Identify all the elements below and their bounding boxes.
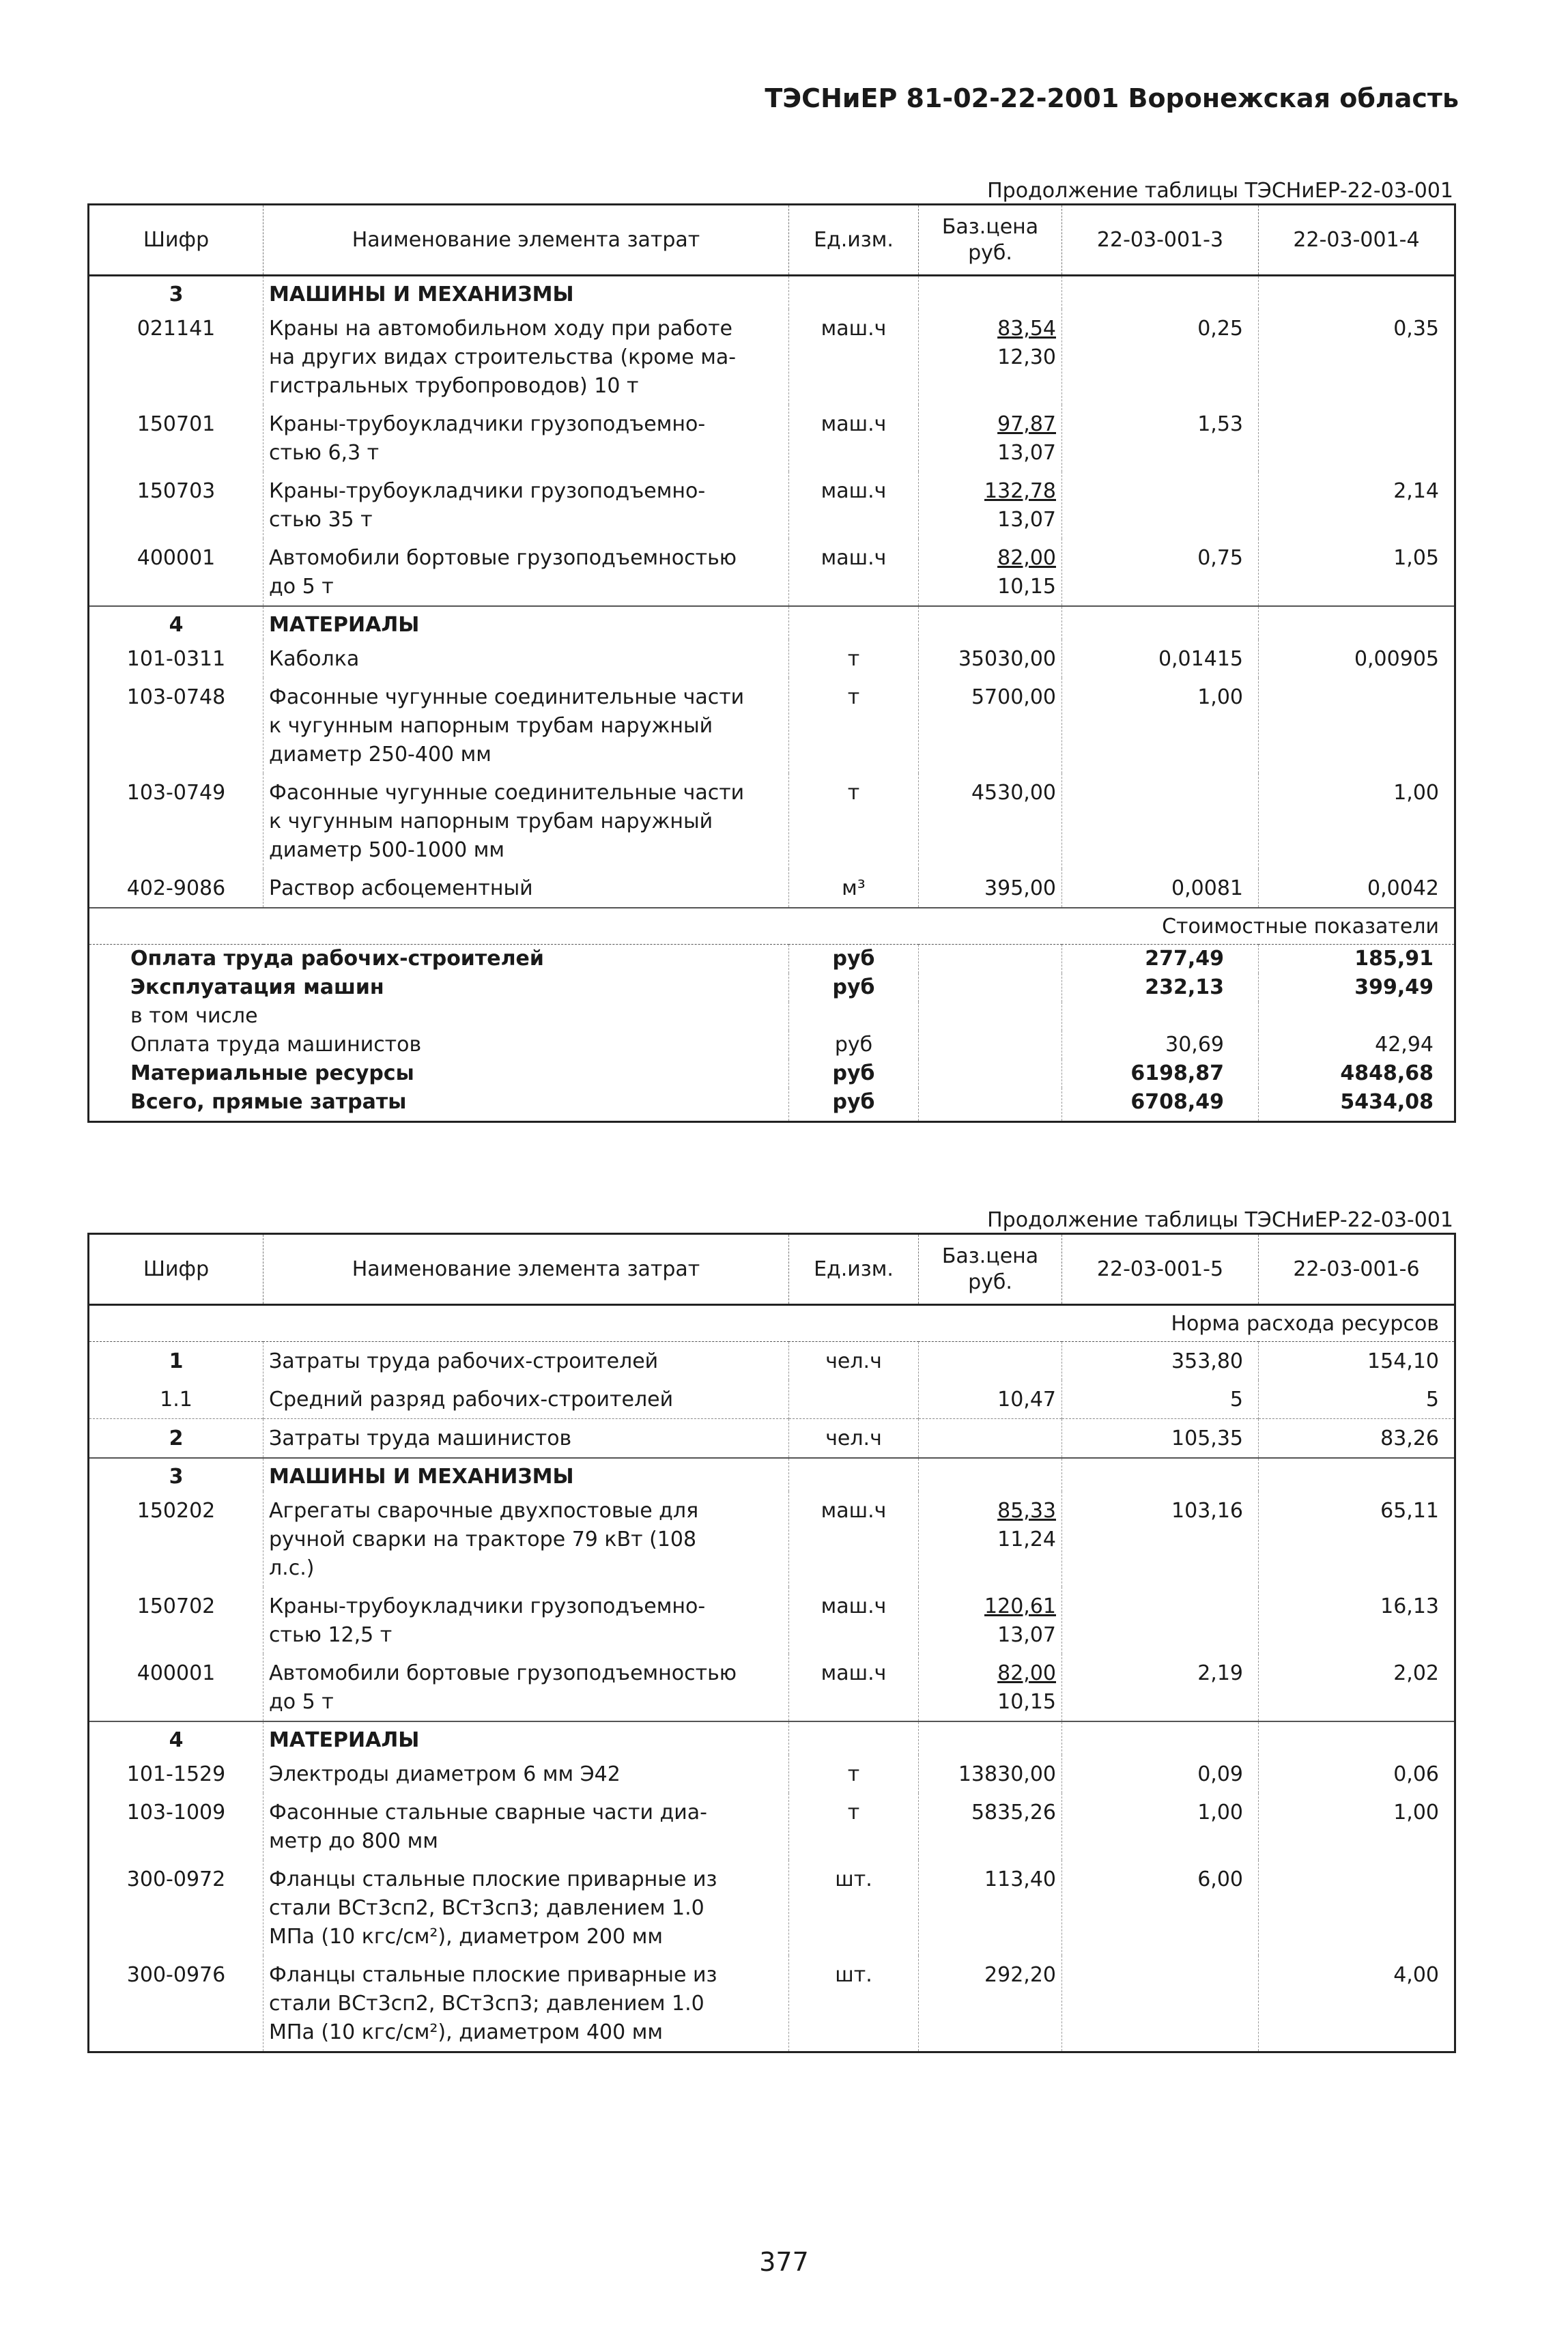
totals-row [89, 945, 1455, 974]
table-row [89, 309, 1455, 405]
row-unit: маш.ч [789, 1491, 919, 1587]
row-price-value: 5835,26 [971, 1801, 1056, 1824]
row-code: 150202 [89, 1491, 263, 1587]
row-price [919, 1419, 1062, 1459]
table-row [89, 1419, 1455, 1459]
row-code: 021141 [89, 309, 263, 405]
totals-value-2: 399,49 [1354, 975, 1434, 999]
totals-value-2: 5434,08 [1340, 1090, 1434, 1114]
empty-cell [789, 1458, 919, 1491]
section-code: 3 [89, 276, 263, 310]
section-row [89, 1458, 1455, 1491]
row-price [919, 309, 1062, 405]
table-row [89, 1793, 1455, 1860]
section-row [89, 606, 1455, 640]
row-unit: т [789, 1793, 919, 1860]
section-title: МАШИНЫ И МЕХАНИЗМЫ [263, 1458, 789, 1491]
row-price [919, 405, 1062, 472]
totals-value-2: 185,91 [1354, 947, 1434, 971]
totals-value-1: 6198,87 [1062, 1059, 1259, 1088]
totals-label: Оплата труда машинистов [89, 1031, 789, 1059]
row-name: Фасонные стальные сварные части диа- метр до 800 мм [263, 1793, 789, 1860]
row-price-value: 395,00 [984, 876, 1056, 900]
row-unit: т [789, 678, 919, 773]
totals-label: Эксплуатация машин [89, 973, 789, 1002]
table-row [89, 1956, 1455, 2052]
row-price [919, 1860, 1062, 1956]
row-value-1: 0,01415 [1062, 640, 1259, 678]
totals-value-2: 4848,68 [1340, 1061, 1434, 1085]
table1-header-code: Шифр [89, 205, 263, 276]
table-row [89, 773, 1455, 869]
row-unit: маш.ч [789, 539, 919, 606]
table-row [89, 1755, 1455, 1793]
section-code: 4 [89, 606, 263, 640]
row-name: Электроды диаметром 6 мм Э42 [263, 1755, 789, 1793]
row-name: Раствор асбоцементный [263, 869, 789, 908]
row-unit: маш.ч [789, 405, 919, 472]
row-name: Фасонные чугунные соединительные части к чугунным напорным трубам наружный диаметр 500-1000 мм [263, 773, 789, 869]
totals-unit: руб [789, 1031, 919, 1059]
row-value-1: 105,35 [1062, 1419, 1259, 1459]
table-row [89, 539, 1455, 606]
totals-price-empty [919, 973, 1062, 1002]
row-price-value: 85,33 [997, 1499, 1056, 1523]
row-value-2: 83,26 [1259, 1419, 1455, 1459]
row-name: Агрегаты сварочные двухпостовые для ручной сварки на тракторе 79 кВт (108 л.с.) [263, 1491, 789, 1587]
totals-row [89, 973, 1455, 1002]
row-price-secondary: 13,07 [997, 1623, 1056, 1647]
row-value-2: 154,10 [1367, 1349, 1439, 1373]
table-row [89, 1587, 1455, 1654]
row-code: 103-0749 [89, 773, 263, 869]
row-unit: т [789, 640, 919, 678]
row-value-2: 16,13 [1380, 1594, 1439, 1618]
row-value-2: 1,00 [1393, 781, 1439, 805]
table-row [89, 869, 1455, 908]
row-value-2: 0,35 [1393, 317, 1439, 341]
row-value-2: 4,00 [1393, 1963, 1439, 1987]
row-value-1: 0,75 [1062, 539, 1259, 606]
empty-cell [789, 606, 919, 640]
table1-header-col-1: 22-03-001-3 [1062, 205, 1259, 276]
row-price-value: 132,78 [984, 479, 1056, 503]
row-unit: маш.ч [789, 1654, 919, 1721]
table-row [89, 472, 1455, 539]
totals-unit: руб [789, 973, 919, 1002]
table2-band [89, 1305, 1455, 1342]
table-row [89, 405, 1455, 472]
row-price [919, 1755, 1062, 1793]
table-row [89, 1342, 1455, 1381]
table-row [89, 1380, 1455, 1419]
row-code: 101-0311 [89, 640, 263, 678]
table1-header-unit: Ед.изм. [789, 205, 919, 276]
row-value-1: 103,16 [1062, 1491, 1259, 1587]
totals-row [89, 1002, 1455, 1031]
section-row [89, 276, 1455, 310]
row-name: Краны-трубоукладчики грузоподъемно- стью 35 т [263, 472, 789, 539]
table2-header-name: Наименование элемента затрат [263, 1234, 789, 1305]
row-code: 400001 [89, 539, 263, 606]
row-price [919, 640, 1062, 678]
table1-continuation-caption: Продолжение таблицы ТЭСНиЕР-22-03-001 [987, 179, 1453, 203]
row-price-secondary: 11,24 [997, 1528, 1056, 1551]
row-price [919, 1342, 1062, 1381]
row-code: 2 [89, 1419, 263, 1459]
totals-row [89, 1059, 1455, 1088]
row-price [919, 539, 1062, 606]
table2-continuation-caption: Продолжение таблицы ТЭСНиЕР-22-03-001 [987, 1208, 1453, 1232]
empty-cell [1062, 276, 1259, 310]
row-unit [789, 1380, 919, 1419]
table-row [89, 640, 1455, 678]
empty-cell [789, 276, 919, 310]
row-value-1 [1062, 1956, 1259, 2052]
row-unit: т [789, 773, 919, 869]
empty-cell [1062, 606, 1259, 640]
empty-cell [1259, 1721, 1455, 1755]
row-name: Краны-трубоукладчики грузоподъемно- стью 6,3 т [263, 405, 789, 472]
row-unit: шт. [789, 1860, 919, 1956]
row-unit: шт. [789, 1956, 919, 2052]
table2-band-label: Норма расхода ресурсов [89, 1305, 1455, 1342]
table1-band-label: Стоимостные показатели [89, 908, 1455, 945]
row-price-value: 83,54 [997, 317, 1056, 341]
row-unit: маш.ч [789, 472, 919, 539]
table1-header-price: Баз.цена руб. [919, 205, 1062, 276]
totals-unit: руб [789, 945, 919, 974]
row-price-secondary: 13,07 [997, 441, 1056, 465]
row-value-1: 0,09 [1062, 1755, 1259, 1793]
row-price [919, 678, 1062, 773]
row-value-1: 1,00 [1062, 1793, 1259, 1860]
table1-totals [89, 908, 1455, 945]
row-name: Средний разряд рабочих-строителей [263, 1380, 789, 1419]
totals-value-2: 42,94 [1375, 1033, 1434, 1057]
empty-cell [919, 606, 1062, 640]
table2 [87, 1233, 1456, 2053]
totals-row [89, 1031, 1455, 1059]
empty-cell [1062, 1458, 1259, 1491]
row-price [919, 1654, 1062, 1721]
row-price-value: 82,00 [997, 1661, 1056, 1685]
totals-price-empty [919, 1088, 1062, 1122]
row-value-2: 5 [1425, 1388, 1439, 1412]
totals-unit [789, 1002, 919, 1031]
empty-cell [1062, 1721, 1259, 1755]
row-code: 1 [89, 1342, 263, 1381]
table1-band-row [89, 908, 1455, 945]
row-price-value: 97,87 [997, 412, 1056, 436]
totals-value-1: 30,69 [1062, 1031, 1259, 1059]
row-code: 101-1529 [89, 1755, 263, 1793]
page-number: 377 [759, 2247, 809, 2277]
row-value-1: 353,80 [1062, 1342, 1259, 1381]
table1-body [89, 276, 1455, 908]
totals-label: Оплата труда рабочих-строителей [89, 945, 789, 974]
row-price [919, 472, 1062, 539]
table1-totals-body [89, 945, 1455, 1122]
row-value-1: 2,19 [1062, 1654, 1259, 1721]
row-value-1: 0,25 [1062, 309, 1259, 405]
row-price [919, 1380, 1062, 1419]
table-row [89, 1654, 1455, 1721]
row-price-value: 113,40 [984, 1867, 1056, 1891]
empty-cell [1259, 276, 1455, 310]
row-unit: м³ [789, 869, 919, 908]
table2-header-price: Баз.цена руб. [919, 1234, 1062, 1305]
section-title: МАШИНЫ И МЕХАНИЗМЫ [263, 276, 789, 310]
row-name: Автомобили бортовые грузоподъемностью до 5 т [263, 1654, 789, 1721]
row-name: Краны-трубоукладчики грузоподъемно- стью 12,5 т [263, 1587, 789, 1654]
row-value-2: 0,06 [1393, 1762, 1439, 1786]
row-price-value: 82,00 [997, 546, 1056, 570]
totals-label: в том числе [89, 1002, 789, 1031]
row-value-1 [1062, 472, 1259, 539]
row-price [919, 1491, 1062, 1587]
row-code: 300-0976 [89, 1956, 263, 2052]
empty-cell [919, 1721, 1062, 1755]
table1 [87, 203, 1456, 1123]
row-unit: чел.ч [789, 1342, 919, 1381]
section-code: 4 [89, 1721, 263, 1755]
row-value-2: 2,14 [1393, 479, 1439, 503]
row-unit: т [789, 1755, 919, 1793]
table2-band-row [89, 1305, 1455, 1342]
totals-row [89, 1088, 1455, 1122]
row-value-1 [1062, 773, 1259, 869]
row-price-secondary: 10,15 [997, 575, 1056, 599]
table2-header-row [89, 1234, 1455, 1305]
totals-label: Всего, прямые затраты [89, 1088, 789, 1122]
row-price-value: 4530,00 [971, 781, 1056, 805]
row-code: 103-1009 [89, 1793, 263, 1860]
row-code: 103-0748 [89, 678, 263, 773]
row-code: 400001 [89, 1654, 263, 1721]
row-name: Каболка [263, 640, 789, 678]
totals-unit: руб [789, 1088, 919, 1122]
row-value-1: 1,53 [1062, 405, 1259, 472]
row-code: 150701 [89, 405, 263, 472]
totals-price-empty [919, 1059, 1062, 1088]
row-price [919, 869, 1062, 908]
row-name: Затраты труда рабочих-строителей [263, 1342, 789, 1381]
row-name: Автомобили бортовые грузоподъемностью до 5 т [263, 539, 789, 606]
table1-header-col-2: 22-03-001-4 [1259, 205, 1455, 276]
row-value-2: 2,02 [1393, 1661, 1439, 1685]
row-price [919, 1793, 1062, 1860]
row-value-2: 0,00905 [1354, 647, 1439, 671]
row-name: Фланцы стальные плоские приварные из стали ВСт3сп2, ВСт3сп3; давлением 1.0 МПа (10 кгс/см²), диаметром 200 мм [263, 1860, 789, 1956]
row-code: 150703 [89, 472, 263, 539]
row-value-1: 0,0081 [1062, 869, 1259, 908]
section-title: МАТЕРИАЛЫ [263, 606, 789, 640]
row-value-2: 65,11 [1380, 1499, 1439, 1523]
table-row [89, 1860, 1455, 1956]
row-price-secondary: 12,30 [997, 345, 1056, 369]
row-value-2 [1259, 1860, 1455, 1956]
row-price-value: 120,61 [984, 1594, 1056, 1618]
totals-price-empty [919, 1002, 1062, 1031]
totals-value-1: 6708,49 [1062, 1088, 1259, 1122]
page-header: ТЭСНиЕР 81-02-22-2001 Воронежская область [765, 83, 1459, 113]
row-code: 402-9086 [89, 869, 263, 908]
table1-header-name: Наименование элемента затрат [263, 205, 789, 276]
row-value-2: 1,00 [1393, 1801, 1439, 1824]
totals-value-2 [1259, 1002, 1455, 1031]
row-price-value: 10,47 [997, 1388, 1056, 1412]
row-value-2 [1259, 405, 1455, 472]
table1-header-row [89, 205, 1455, 276]
row-price [919, 1587, 1062, 1654]
section-code: 3 [89, 1458, 263, 1491]
table-row [89, 678, 1455, 773]
empty-cell [919, 276, 1062, 310]
table2-header-code: Шифр [89, 1234, 263, 1305]
row-price [919, 1956, 1062, 2052]
row-value-1: 1,00 [1062, 678, 1259, 773]
row-value-1: 6,00 [1062, 1860, 1259, 1956]
table2-body [89, 1342, 1455, 2052]
row-unit: маш.ч [789, 1587, 919, 1654]
table2-header-col-2: 22-03-001-6 [1259, 1234, 1455, 1305]
totals-unit: руб [789, 1059, 919, 1088]
row-price-value: 5700,00 [971, 685, 1056, 709]
empty-cell [789, 1721, 919, 1755]
totals-price-empty [919, 945, 1062, 974]
empty-cell [1259, 606, 1455, 640]
row-name: Фланцы стальные плоские приварные из стали ВСт3сп2, ВСт3сп3; давлением 1.0 МПа (10 кгс/см²), диаметром 400 мм [263, 1956, 789, 2052]
totals-price-empty [919, 1031, 1062, 1059]
section-row [89, 1721, 1455, 1755]
row-unit: чел.ч [789, 1419, 919, 1459]
row-price-value: 13830,00 [958, 1762, 1056, 1786]
totals-value-1 [1062, 1002, 1259, 1031]
empty-cell [919, 1458, 1062, 1491]
row-name: Краны на автомобильном ходу при работе на других видах строительства (кроме ма- гистральных трубопроводов) 10 т [263, 309, 789, 405]
row-price-secondary: 13,07 [997, 508, 1056, 532]
row-name: Фасонные чугунные соединительные части к чугунным напорным трубам наружный диаметр 250-400 мм [263, 678, 789, 773]
row-value-1: 5 [1062, 1380, 1259, 1419]
row-code: 150702 [89, 1587, 263, 1654]
totals-value-1: 232,13 [1062, 973, 1259, 1002]
row-price-secondary: 10,15 [997, 1690, 1056, 1714]
row-value-2 [1259, 678, 1455, 773]
row-value-1 [1062, 1587, 1259, 1654]
row-code: 1.1 [89, 1380, 263, 1419]
row-price-value: 35030,00 [958, 647, 1056, 671]
table-row [89, 1491, 1455, 1587]
totals-label: Материальные ресурсы [89, 1059, 789, 1088]
row-value-2: 1,05 [1393, 546, 1439, 570]
totals-value-1: 277,49 [1062, 945, 1259, 974]
table2-header-unit: Ед.изм. [789, 1234, 919, 1305]
row-value-2: 0,0042 [1367, 876, 1439, 900]
row-unit: маш.ч [789, 309, 919, 405]
row-code: 300-0972 [89, 1860, 263, 1956]
section-title: МАТЕРИАЛЫ [263, 1721, 789, 1755]
row-name: Затраты труда машинистов [263, 1419, 789, 1459]
empty-cell [1259, 1458, 1455, 1491]
row-price [919, 773, 1062, 869]
row-price-value: 292,20 [984, 1963, 1056, 1987]
table2-header-col-1: 22-03-001-5 [1062, 1234, 1259, 1305]
